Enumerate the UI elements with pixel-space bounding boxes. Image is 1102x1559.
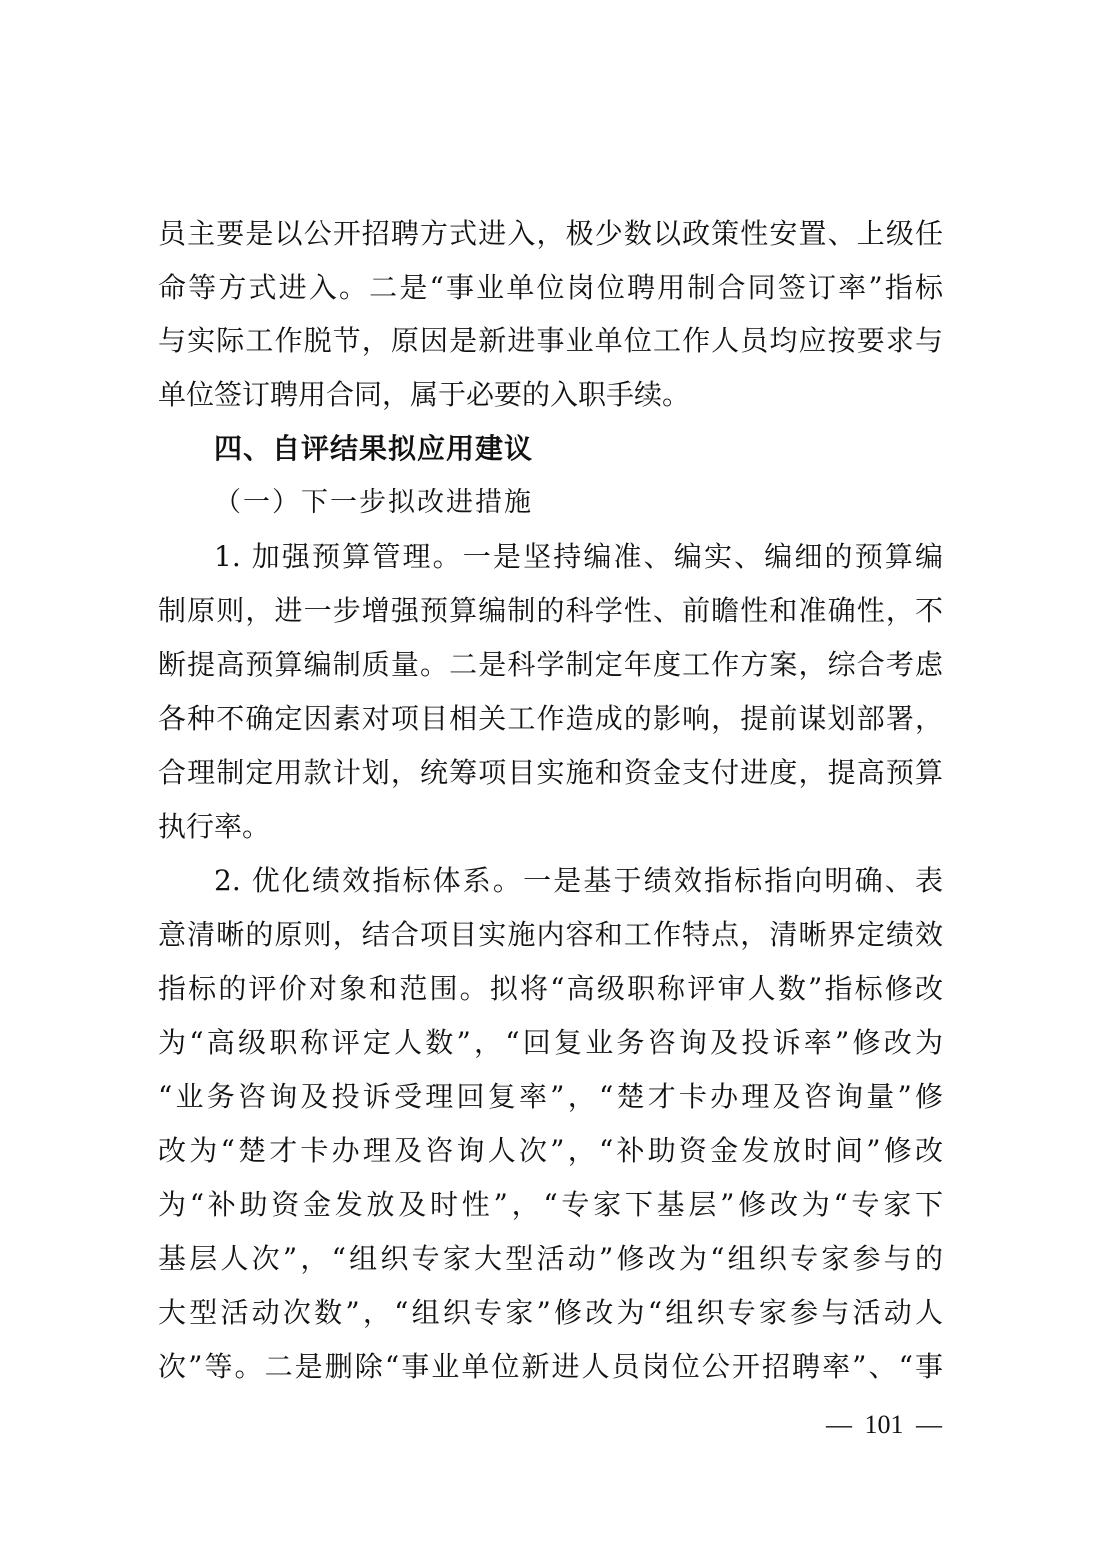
item-1-text-line: 执行率。 xyxy=(158,810,271,843)
item-1-text-line: 1. 加强预算管理。一是坚持编准、编实、编细的预算编 xyxy=(214,540,943,573)
item-2-text-line: 改为“楚才卡办理及咨询人次”，“补助资金发放时间”修改 xyxy=(158,1134,943,1167)
item-2-text-line: “业务咨询及投诉受理回复率”，“楚才卡办理及咨询量”修 xyxy=(158,1080,943,1113)
item-1-text-line: 合理制定用款计划，统筹项目实施和资金支付进度，提高预算 xyxy=(158,756,943,789)
body-text-line: 命等方式进入。二是“事业单位岗位聘用制合同签订率”指标 xyxy=(158,271,943,304)
item-2-text-line: 基层人次”，“组织专家大型活动”修改为“组织专家参与的 xyxy=(158,1242,943,1275)
item-2-text-line: 大型活动次数”，“组织专家”修改为“组织专家参与活动人 xyxy=(158,1296,943,1329)
item-2-text-line: 为“高级职称评定人数”，“回复业务咨询及投诉率”修改为 xyxy=(158,1026,943,1059)
item-1-text-line: 断提高预算编制质量。二是科学制定年度工作方案，综合考虑 xyxy=(158,648,943,681)
subsection-heading: （一）下一步拟改进措施 xyxy=(214,487,533,518)
body-text-line: 与实际工作脱节，原因是新进事业单位工作人员均应按要求与 xyxy=(158,324,943,357)
item-2-text-line: 指标的评价对象和范围。拟将“高级职称评审人数”指标修改 xyxy=(158,972,943,1005)
item-2-text-line: 2. 优化绩效指标体系。一是基于绩效指标指向明确、表 xyxy=(214,864,943,897)
item-1-text-line: 各种不确定因素对项目相关工作造成的影响，提前谋划部署， xyxy=(158,702,943,735)
body-text-line: 员主要是以公开招聘方式进入，极少数以政策性安置、上级任 xyxy=(158,217,943,250)
body-text-line: 单位签订聘用合同，属于必要的入职手续。 xyxy=(158,378,691,411)
item-1-text-line: 制原则，进一步增强预算编制的科学性、前瞻性和准确性，不 xyxy=(158,594,943,627)
item-2-text-line: 意清晰的原则，结合项目实施内容和工作特点，清晰界定绩效 xyxy=(158,918,943,951)
item-2-text-line: 次”等。二是删除“事业单位新进人员岗位公开招聘率”、“事 xyxy=(158,1350,943,1383)
item-2-text-line: 为“补助资金发放及时性”，“专家下基层”修改为“专家下 xyxy=(158,1188,943,1221)
section-heading: 四、自评结果拟应用建议 xyxy=(214,432,534,465)
page-number: — 101 — xyxy=(826,1410,942,1439)
